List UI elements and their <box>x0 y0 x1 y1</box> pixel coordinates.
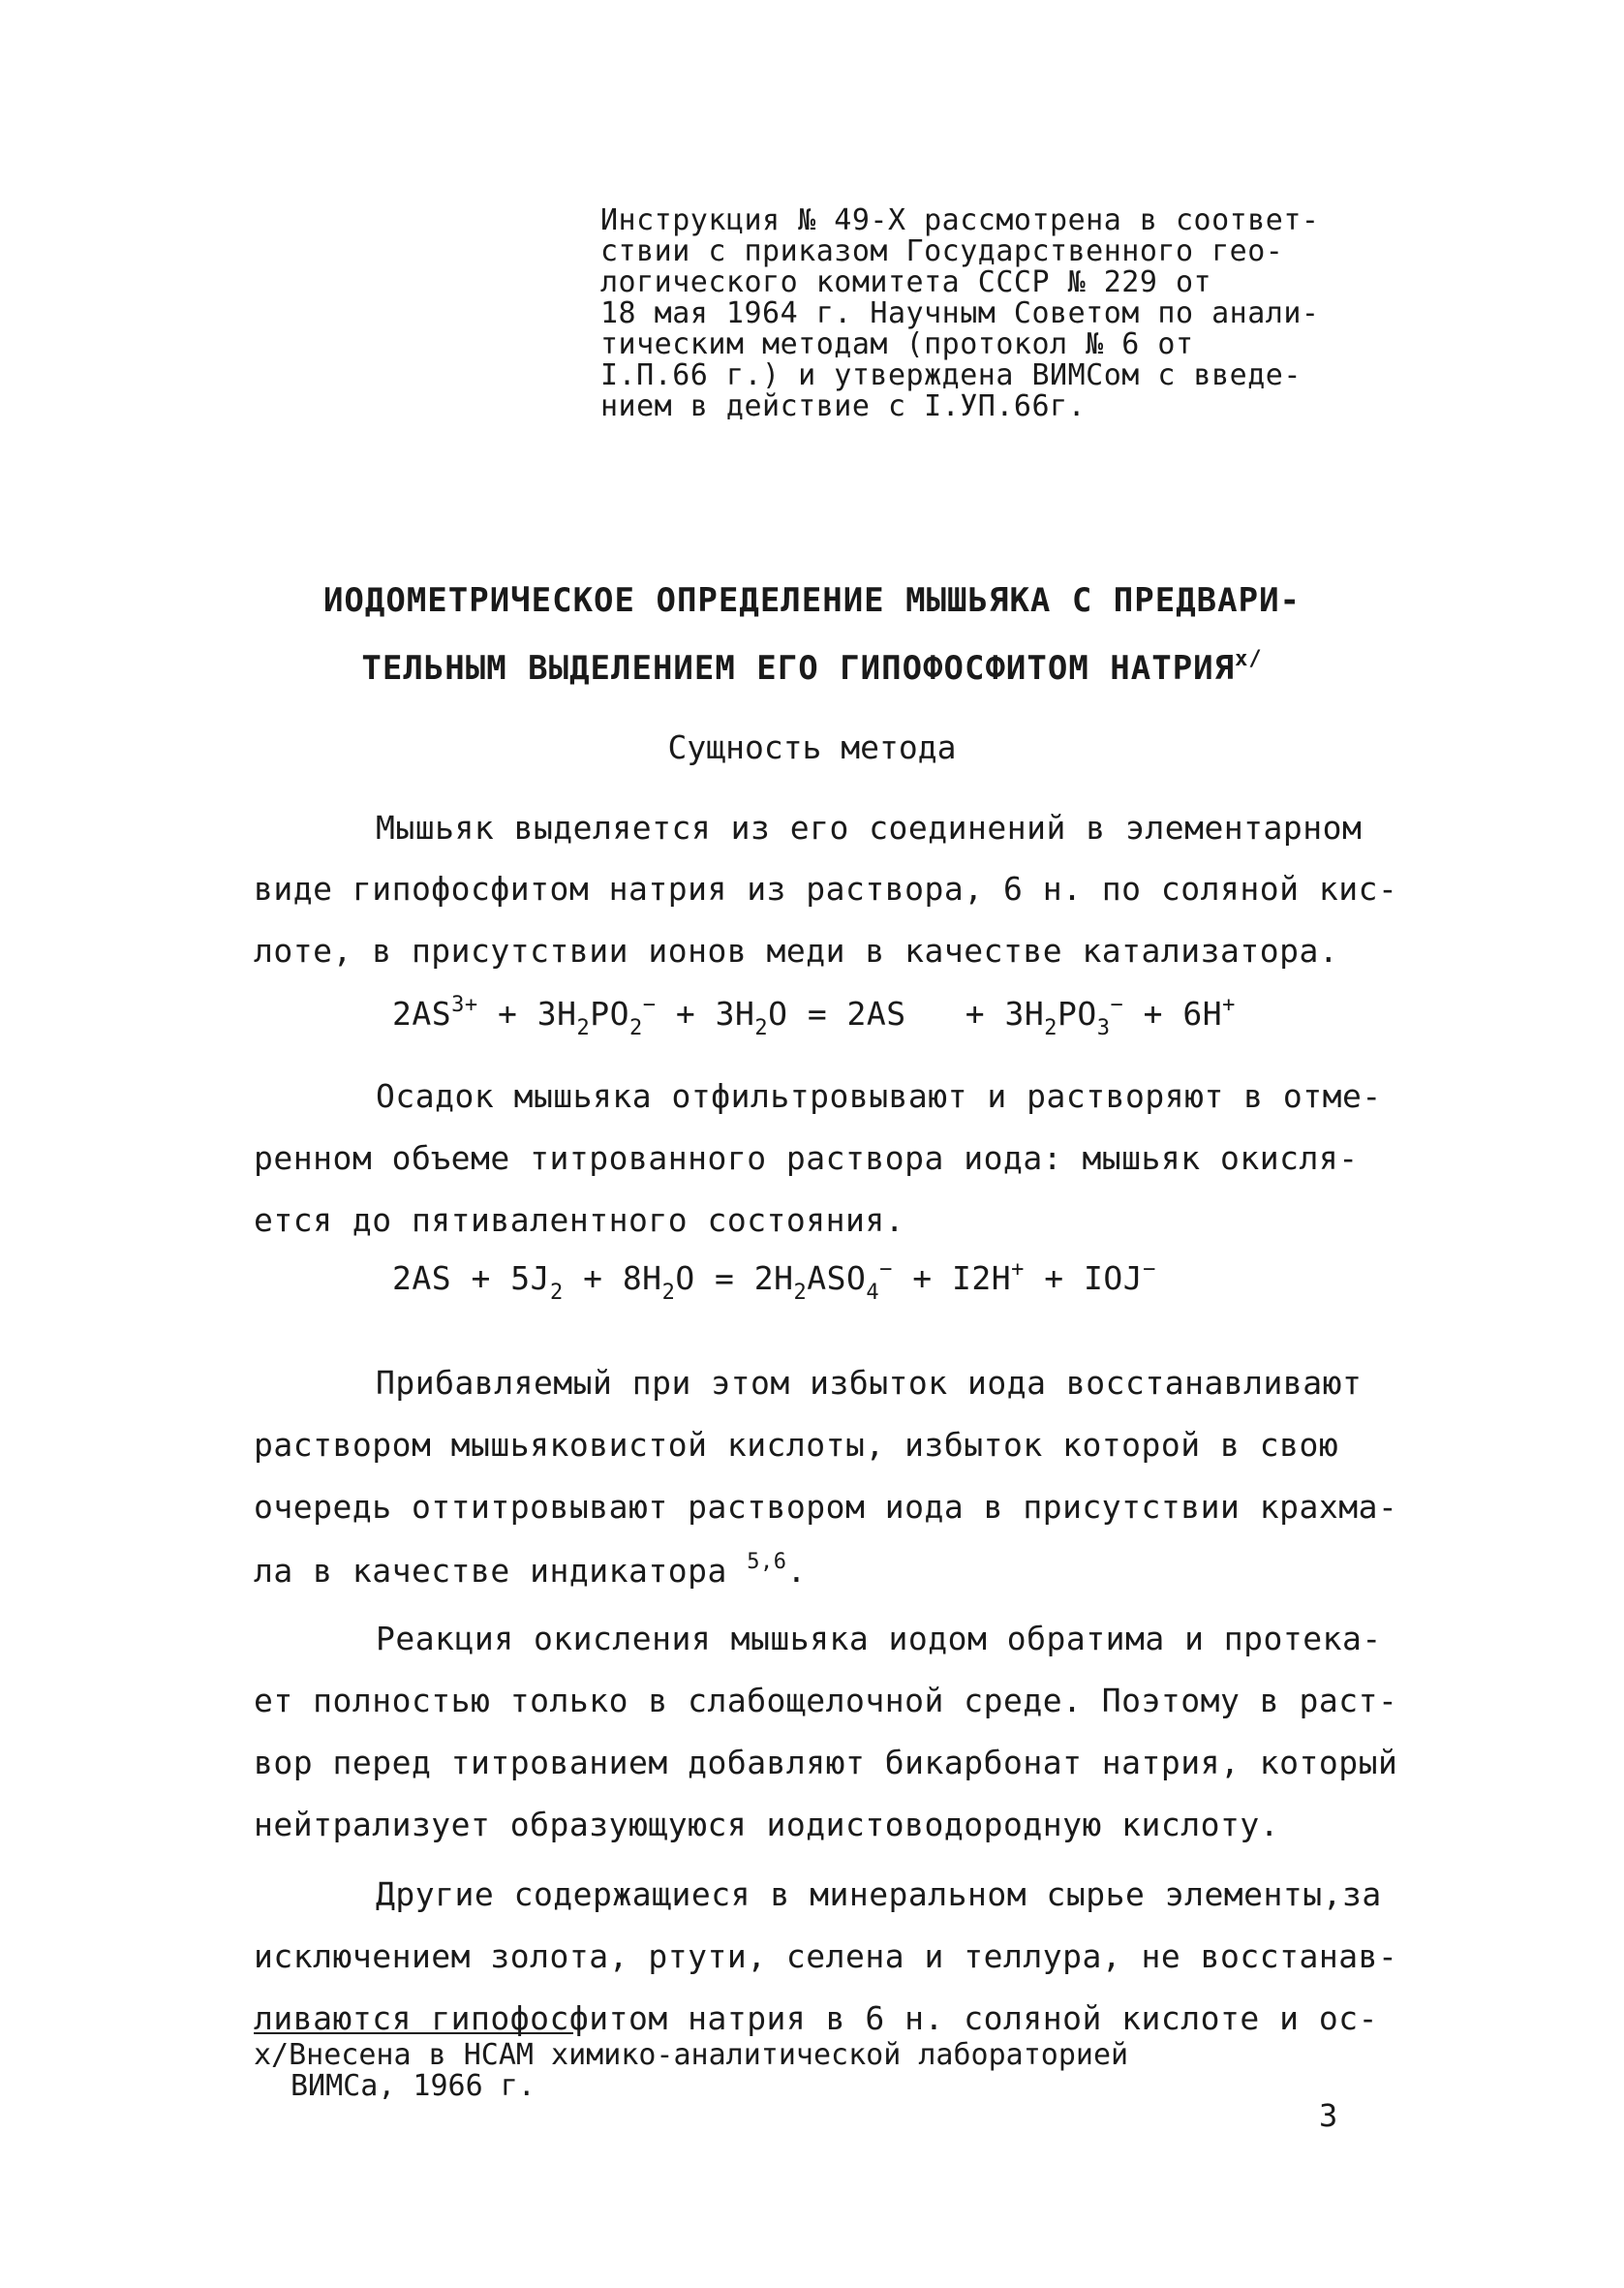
formula-superscript: − <box>879 1257 893 1282</box>
approval-note-line: 18 мая 1964 г. Научным Советом по анали- <box>600 296 1320 330</box>
paragraph-line: ет полностью только в слабощелочной среде. Поэтому в раст- <box>254 1682 1398 1719</box>
formula-subscript: 3 <box>1096 1016 1111 1040</box>
approval-note-line: I.П.66 г.) и утверждена ВИМСом с введе- <box>600 358 1302 392</box>
reaction-formula-2 <box>392 1257 1156 1305</box>
formula-term: PO <box>1057 995 1097 1033</box>
approval-note <box>600 205 1375 422</box>
formula-term: O = 2AS <box>768 995 906 1033</box>
page-number: 3 <box>1319 2097 1338 2134</box>
formula-subscript: 2 <box>576 1016 591 1040</box>
formula-term: + I2H <box>912 1259 1012 1297</box>
formula-superscript: − <box>1110 993 1124 1017</box>
paragraph-text: ла в качестве индикатора <box>254 1552 727 1590</box>
formula-term: + 3H <box>675 995 755 1033</box>
paragraph-line: раствором мышьяковистой кислоты, избыток которой в свою <box>254 1426 1339 1464</box>
paragraph-line: Другие содержащиеся в минеральном сырье элементы,за <box>376 1875 1382 1913</box>
formula-superscript: + <box>1222 993 1236 1017</box>
approval-note-line: Инструкция № 49-Х рассмотрена в соответ- <box>600 203 1320 237</box>
footnote-line: ВИМСа, 1966 г. <box>291 2069 536 2103</box>
formula-subscript: 2 <box>661 1281 676 1305</box>
paragraph-line: ренном объеме титрованного раствора иода: мышьяк окисля- <box>254 1139 1359 1177</box>
approval-note-line: ствии с приказом Государственного гео- <box>600 234 1284 268</box>
formula-superscript: + <box>1011 1257 1025 1282</box>
paragraph-line: нейтрализует образующуюся иодистоводородную кислоту. <box>254 1806 1280 1843</box>
footnote-divider <box>254 2032 573 2034</box>
formula-term: PO <box>590 995 629 1033</box>
paragraph-line: Мышьяк выделяется из его соединений в элементарном <box>376 809 1363 847</box>
paragraph-line: виде гипофосфитом натрия из раствора, 6 н. по соляной кис- <box>254 870 1398 908</box>
formula-term: + 3H <box>965 995 1045 1033</box>
approval-note-line: логического комитета СССР № 229 от <box>600 265 1212 299</box>
section-title: Сущность метода <box>667 728 957 766</box>
title-footnote-mark: х/ <box>1235 647 1263 671</box>
formula-subscript: 2 <box>549 1281 564 1305</box>
paragraph-line: ется до пятивалентного состояния. <box>254 1201 905 1239</box>
formula-term: + 8H <box>583 1259 662 1297</box>
document-title-line-2 <box>0 647 1624 688</box>
formula-superscript: 3+ <box>451 993 478 1017</box>
formula-term: + IOJ <box>1044 1259 1144 1297</box>
formula-term: 2AS <box>392 995 452 1033</box>
paragraph-line <box>254 1550 807 1590</box>
paragraph-line: Прибавляемый при этом избыток иода восстанавливают <box>376 1364 1363 1402</box>
formula-subscript: 2 <box>793 1281 808 1305</box>
paragraph-line: вор перед титрованием добавляют бикарбонат натрия, который <box>254 1744 1398 1781</box>
paragraph-line: Осадок мышьяка отфильтровывают и растворяют в отме- <box>376 1077 1382 1115</box>
paragraph-line: Реакция окисления мышьяка иодом обратима и протека- <box>376 1620 1382 1657</box>
paragraph-line: ливаются гипофосфитом натрия в 6 н. соляной кислоте и ос- <box>254 1999 1378 2037</box>
title-text: ТЕЛЬНЫМ ВЫДЕЛЕНИЕМ ЕГО ГИПОФОСФИТОМ НАТРИЯ <box>361 649 1236 688</box>
formula-superscript: − <box>1143 1257 1156 1282</box>
formula-term: + 3H <box>497 995 577 1033</box>
paragraph-line: очередь оттитровывают раствором иода в присутствии крахма- <box>254 1488 1398 1526</box>
formula-superscript: − <box>642 993 657 1017</box>
formula-term: ASO <box>807 1259 867 1297</box>
approval-note-line: нием в действие с I.УП.66г. <box>600 389 1087 423</box>
paragraph-line: лоте, в присутствии ионов меди в качестве катализатора. <box>254 932 1339 970</box>
reaction-formula-1 <box>392 993 1236 1040</box>
formula-subscript: 2 <box>628 1016 643 1040</box>
reference-superscript: 5,6 <box>747 1550 787 1574</box>
formula-term: O = 2H <box>675 1259 794 1297</box>
approval-note-line: тическим методам (протокол № 6 от <box>600 327 1194 361</box>
footnote-line: х/Внесена в НСАМ химико-аналитической лабораторией <box>254 2038 1129 2072</box>
formula-subscript: 2 <box>754 1016 769 1040</box>
formula-term: + 6H <box>1143 995 1223 1033</box>
paragraph-line: исключением золота, ртути, селена и теллура, не восстанав- <box>254 1937 1398 1975</box>
document-title-line-1: ИОДОМЕТРИЧЕСКОЕ ОПРЕДЕЛЕНИЕ МЫШЬЯКА С ПРЕДВАРИ- <box>322 581 1302 620</box>
formula-subscript: 4 <box>866 1281 880 1305</box>
formula-term: 2AS + 5J <box>392 1259 550 1297</box>
paragraph-text: . <box>786 1552 807 1590</box>
formula-subscript: 2 <box>1044 1016 1057 1040</box>
